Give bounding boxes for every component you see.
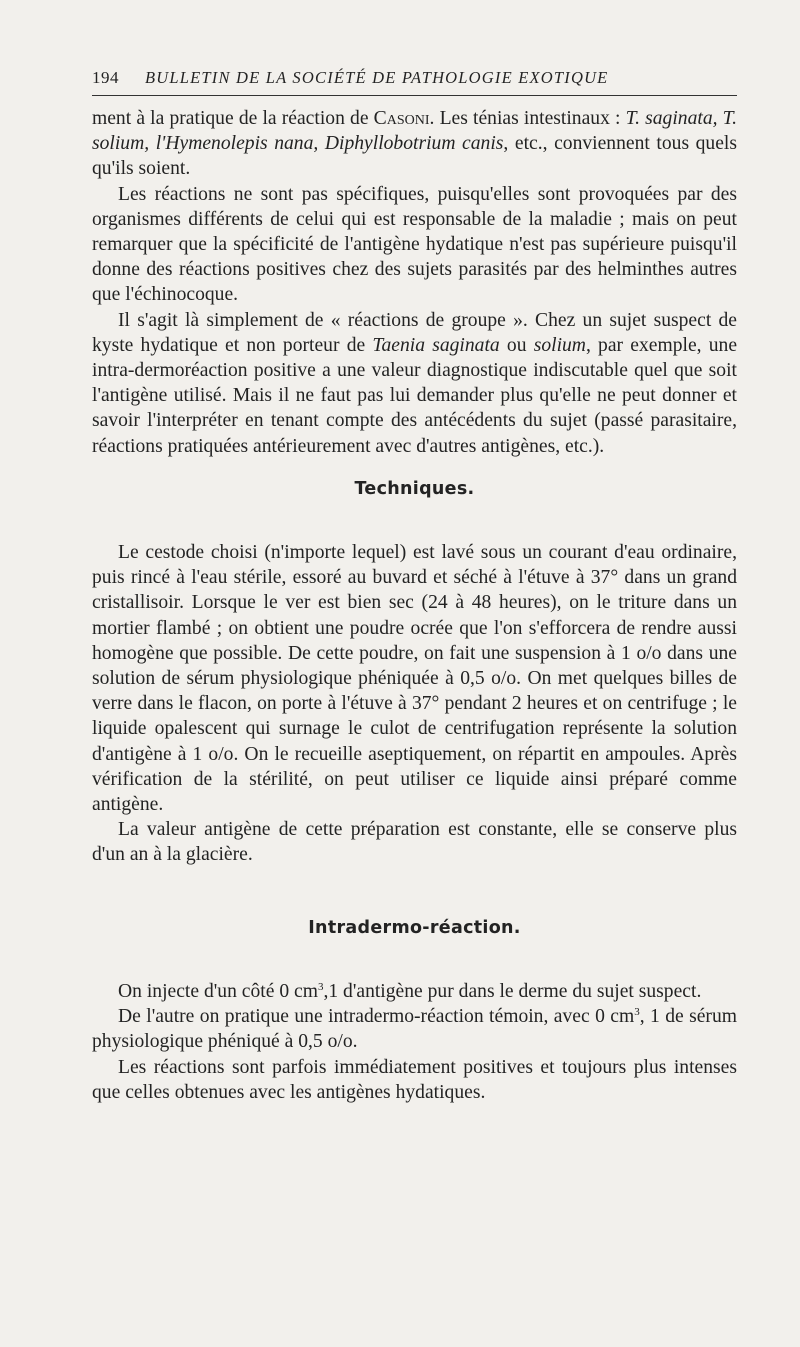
text-run: ,1 d'antigène pur dans le derme du sujet suspect. [323, 980, 702, 1002]
text-run: On injecte d'un côté 0 cm [118, 980, 318, 1002]
paragraph-7 [92, 1004, 737, 1054]
section-heading-intradermo: Intradermo-réaction. [308, 917, 521, 938]
text-run: , etc., conviennent tous quels qu'ils soient. [92, 133, 737, 180]
paragraph-1 [92, 106, 737, 182]
superscript: 3 [634, 1006, 640, 1019]
superscript: 3 [317, 980, 324, 993]
text-run: De l'autre on pratique une intradermo-réaction témoin, avec 0 cm [118, 1006, 635, 1028]
section-heading-techniques: Techniques. [354, 478, 475, 499]
species-solium: solium [533, 334, 586, 356]
text-run: ment à la pratique de la réaction de [92, 108, 374, 129]
paragraph-3 [92, 308, 737, 459]
running-header [92, 68, 737, 96]
species-names: T. saginata, T. solium, l'Hymenolepis nana, Diphyllobotrium canis [92, 108, 738, 155]
running-title: BULLETIN DE LA SOCIÉTÉ DE PATHOLOGIE EXOTIQUE [145, 68, 609, 87]
paragraph-8: Les réactions sont parfois immédiatement positives et toujours plus intenses que celles obtenues avec les antigènes hydatiques. [92, 1056, 737, 1103]
text-run: , 1 de sérum physiologique phéniqué à 0,5 o/o. [92, 1006, 737, 1053]
document-page [92, 68, 737, 1105]
author-name-casoni: Casoni [373, 108, 430, 129]
text-run: ou [499, 334, 534, 356]
species-taenia-saginata: Taenia saginata [372, 334, 500, 356]
text-run: Il s'agit là simplement de « réactions de groupe ». Chez un sujet suspect de kyste hydatique et non porteur de [92, 309, 737, 356]
paragraph-2: Les réactions ne sont pas spécifiques, puisqu'elles sont provoquées par des organismes différents de celui qui est responsable de la maladie ; mais on peut remarquer que la spécificité de l'antigène hydatique n'est pas supérieure puisqu'il donne des réactions positives chez des sujets parasités par des helminthes autres que l'échinocoque. [92, 183, 737, 306]
paragraph-5: La valeur antigène de cette préparation est constante, elle se conserve plus d'un an à la glacière. [92, 819, 737, 866]
page-number: 194 [92, 68, 119, 87]
text-run: . Les ténias intestinaux : [429, 108, 626, 129]
paragraph-6 [92, 979, 737, 1004]
body-text [92, 106, 737, 1105]
text-run: , par exemple, une intra-dermoréaction positive a une valeur diagnostique indiscutable quel que soit l'antigène utilisé. Mais il ne faut pas lui demander plus qu'elle ne peut donner et savoir l'interpréter en tenant compte des antécédents du sujet (passé parasitaire, réactions pratiquées antérieurement avec d'autres antigènes, etc.). [92, 334, 738, 457]
paragraph-4: Le cestode choisi (n'importe lequel) est lavé sous un courant d'eau ordinaire, puis rincé à l'eau stérile, essoré au buvard et séché à l'étuve à 37° dans un grand cristallisoir. Lorsque le ver est bien sec (24 à 48 heures), on le triture dans un mortier flambé ; on obtient une poudre ocrée que l'on s'efforcera de rendre aussi homogène que possible. De cette poudre, on fait une suspension à 1 o/o dans une solution de sérum physiologique phéniquée à 0,5 o/o. On met quelques billes de verre dans le flacon, on porte à l'étuve à 37° pendant 2 heures et on centrifuge ; le liquide opalescent qui surnage le culot de centrifugation représente la solution d'antigène à 1 o/o. On le recueille aseptiquement, on répartit en ampoules. Après vérification de la stérilité, on peut utiliser ce liquide ainsi préparé comme antigène. [92, 542, 737, 816]
